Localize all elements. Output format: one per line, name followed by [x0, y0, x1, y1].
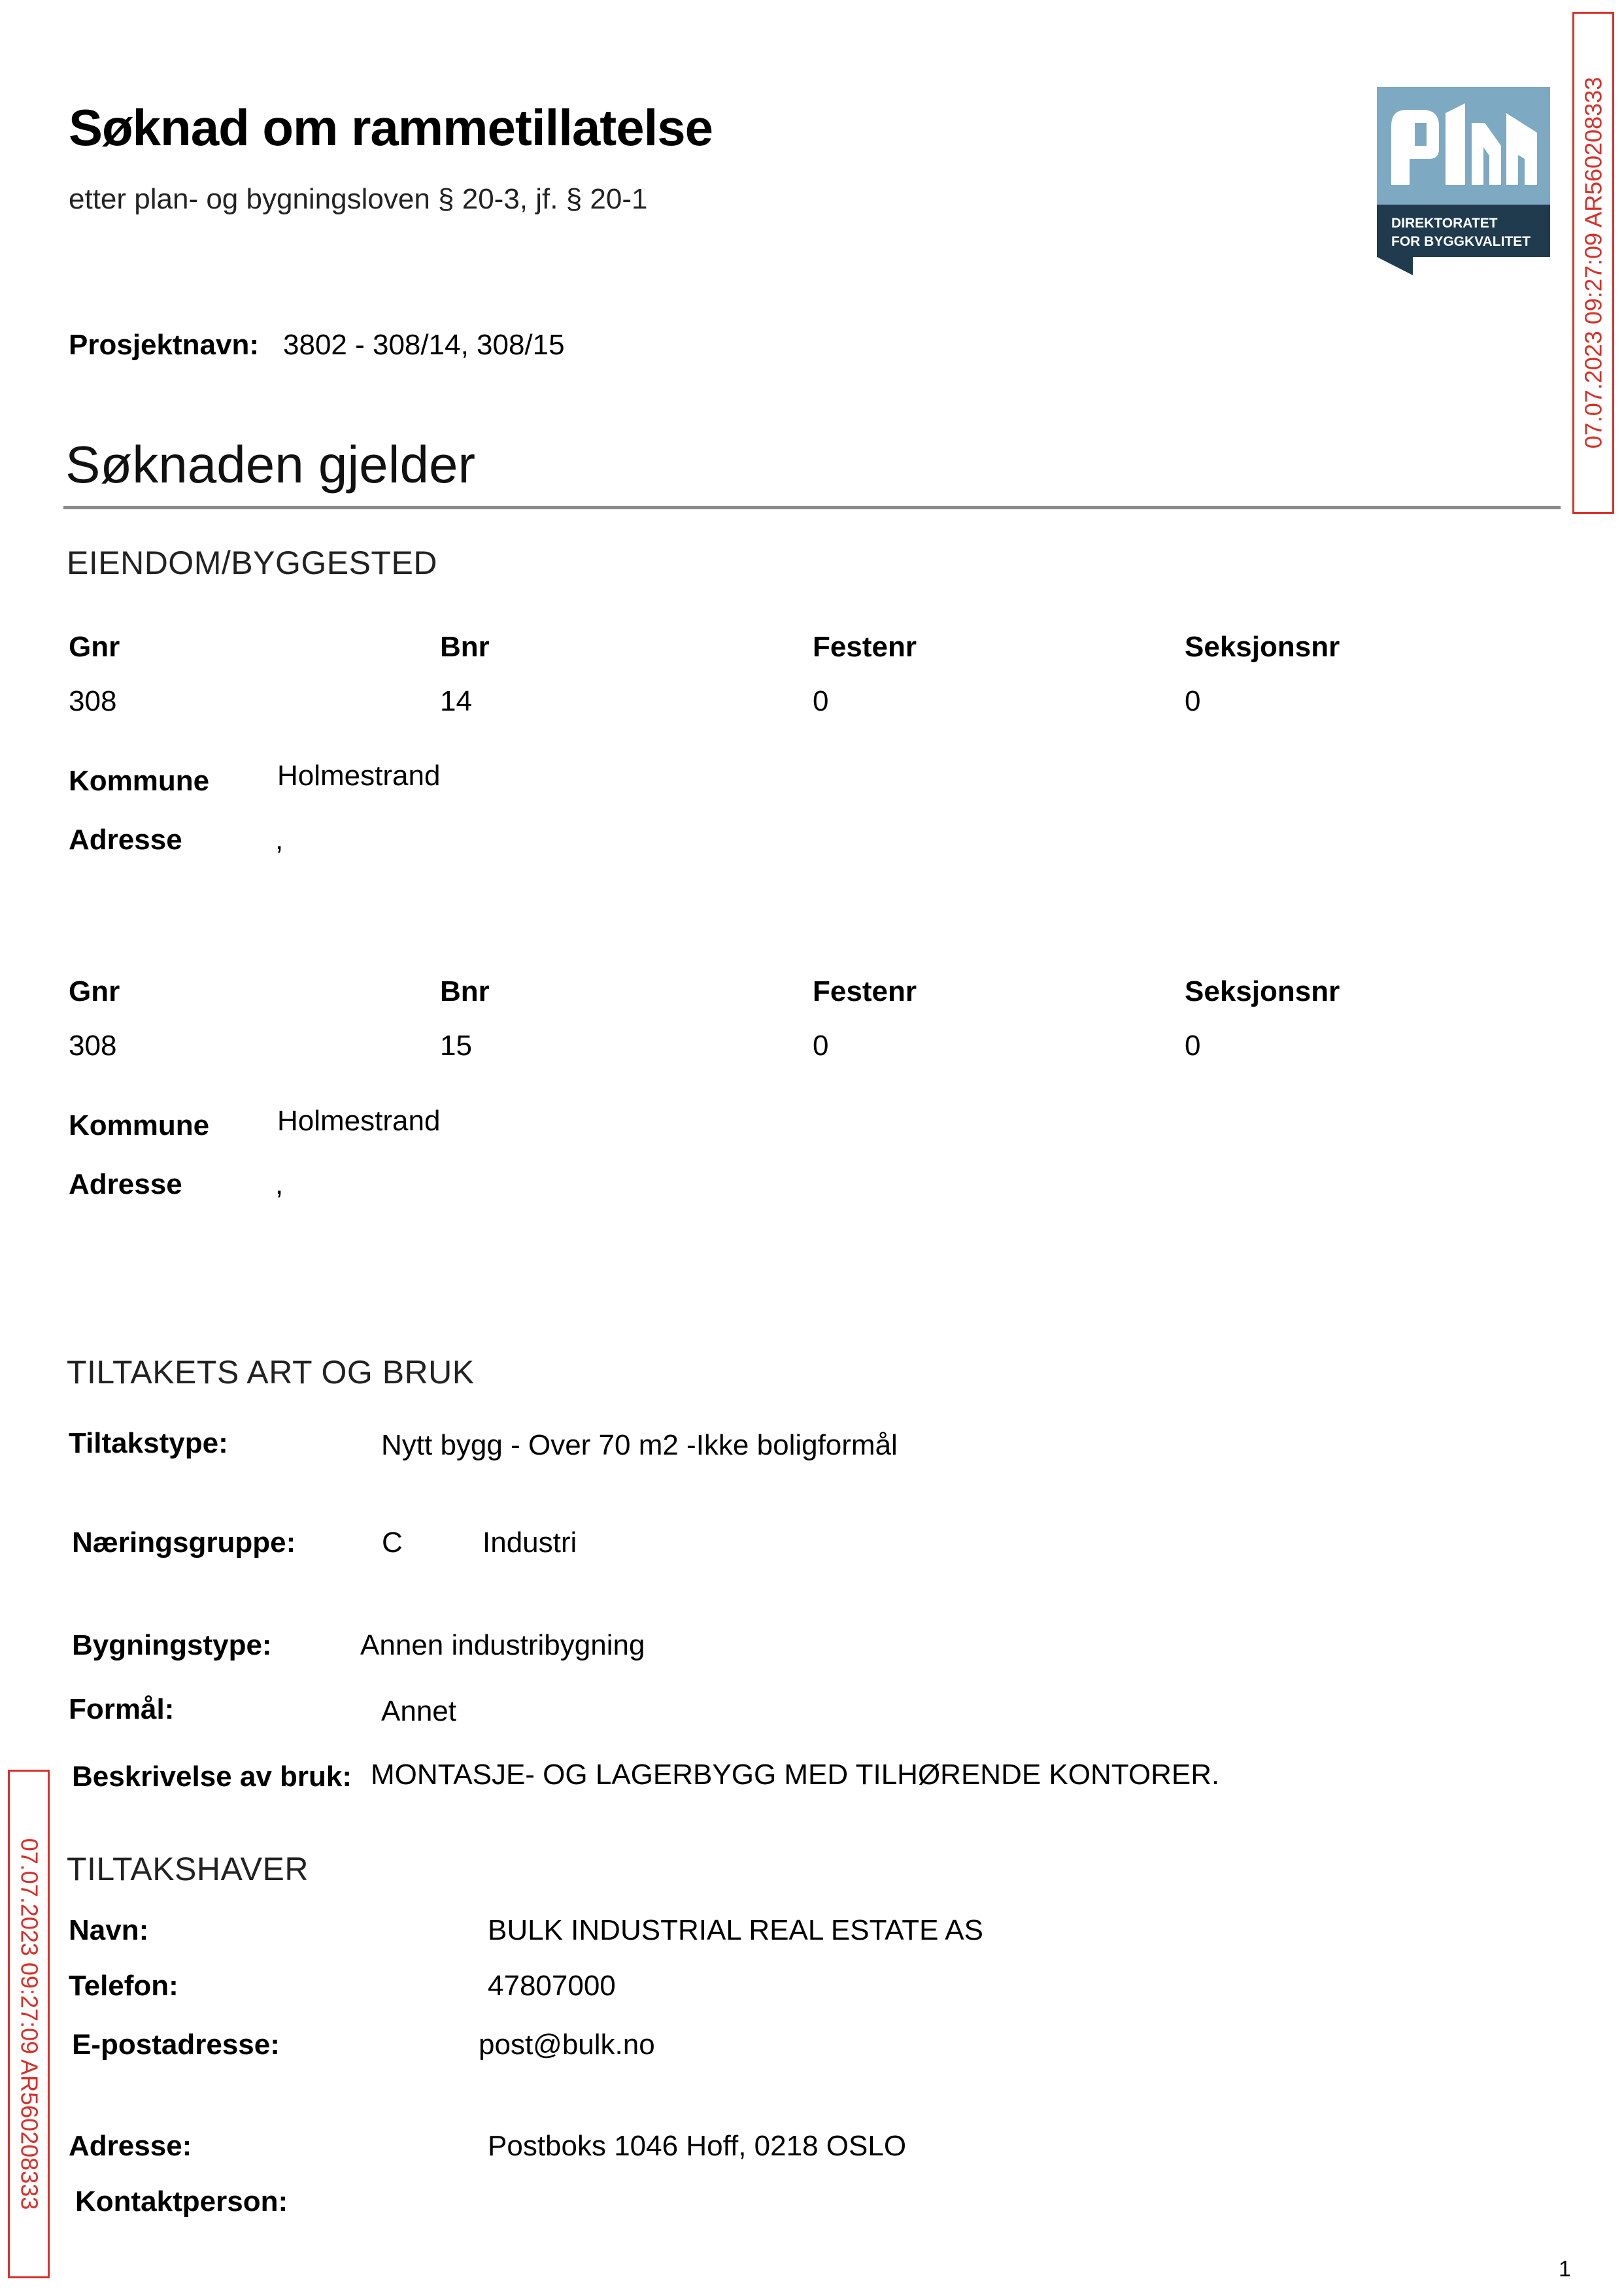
telefon-label: Telefon:: [69, 1970, 178, 2002]
telefon-value: 47807000: [488, 1970, 616, 2002]
festenr-label: Festenr: [813, 975, 917, 1007]
kommune-label: Kommune: [69, 1109, 210, 1141]
registration-stamp-top: [1572, 12, 1614, 514]
adresse-label: Adresse: [69, 1168, 182, 1200]
tiltakstype-label: Tiltakstype:: [69, 1427, 228, 1459]
registration-stamp-side: [8, 1770, 50, 2278]
gnr-label: Gnr: [69, 631, 120, 663]
tiltakshaver-heading: TILTAKSHAVER: [67, 1851, 309, 1887]
section-title: Søknaden gjelder: [65, 435, 476, 494]
kommune-label: Kommune: [69, 765, 210, 797]
adresse-label: Adresse:: [69, 2130, 192, 2162]
formaal-label: Formål:: [69, 1693, 175, 1725]
festenr-value: 0: [813, 685, 829, 717]
gnr-value: 308: [69, 1030, 117, 1062]
epost-value: post@bulk.no: [479, 2029, 655, 2061]
gnr-value: 308: [69, 685, 117, 717]
adresse-label: Adresse: [69, 824, 182, 856]
property-heading: EIENDOM/BYGGESTED: [67, 545, 437, 581]
adresse-value: ,: [275, 824, 284, 856]
dibk-logo-icon: [1377, 87, 1550, 275]
logo-text-line1: DIREKTORATET: [1391, 216, 1498, 231]
seksjonsnr-label: Seksjonsnr: [1185, 975, 1340, 1007]
naeringsgruppe-label: Næringsgruppe:: [72, 1527, 296, 1559]
festenr-label: Festenr: [813, 631, 917, 663]
kommune-value: Holmestrand: [277, 1105, 441, 1137]
kontaktperson-label: Kontaktperson:: [75, 2185, 288, 2218]
document-subtitle: etter plan- og bygningsloven § 20-3, jf. § 20-1: [69, 183, 648, 215]
bnr-value: 15: [440, 1030, 472, 1062]
seksjonsnr-value: 0: [1185, 1030, 1201, 1062]
stamp-text: 07.07.2023 09:27:09 AR560208333: [1580, 76, 1606, 449]
adresse-value: Postboks 1046 Hoff, 0218 OSLO: [488, 2130, 907, 2162]
bygningstype-value: Annen industribygning: [360, 1629, 645, 1661]
seksjonsnr-value: 0: [1185, 685, 1201, 717]
bnr-label: Bnr: [440, 975, 490, 1007]
naeringsgruppe-value: Industri: [482, 1527, 577, 1559]
kommune-value: Holmestrand: [277, 760, 441, 792]
project-name-label: Prosjektnavn:: [69, 329, 259, 361]
navn-label: Navn:: [69, 1914, 149, 1946]
navn-value: BULK INDUSTRIAL REAL ESTATE AS: [488, 1914, 983, 1946]
page-number: 1: [1559, 2257, 1571, 2282]
festenr-value: 0: [813, 1030, 829, 1062]
dibk-logo: [1377, 87, 1550, 275]
tiltakstype-value: Nytt bygg - Over 70 m2 -Ikke boligformål: [381, 1429, 898, 1461]
bnr-label: Bnr: [440, 631, 490, 663]
naeringsgruppe-code: C: [382, 1527, 403, 1559]
document-title: Søknad om rammetillatelse: [69, 99, 713, 156]
section-divider: [63, 506, 1561, 509]
logo-text-line2: FOR BYGGKVALITET: [1391, 234, 1531, 249]
project-name-value: 3802 - 308/14, 308/15: [283, 329, 565, 361]
bygningstype-label: Bygningstype:: [72, 1629, 272, 1661]
gnr-label: Gnr: [69, 975, 120, 1007]
bnr-value: 14: [440, 685, 472, 717]
beskrivelse-label: Beskrivelse av bruk:: [72, 1761, 352, 1793]
tiltak-heading: TILTAKETS ART OG BRUK: [67, 1354, 475, 1391]
beskrivelse-value: MONTASJE- OG LAGERBYGG MED TILHØRENDE KONTORER.: [371, 1759, 1220, 1791]
adresse-value: ,: [275, 1168, 284, 1200]
stamp-text: 07.07.2023 09:27:09 AR560208333: [16, 1838, 42, 2210]
formaal-value: Annet: [381, 1695, 456, 1727]
seksjonsnr-label: Seksjonsnr: [1185, 631, 1340, 663]
epost-label: E-postadresse:: [72, 2029, 280, 2061]
